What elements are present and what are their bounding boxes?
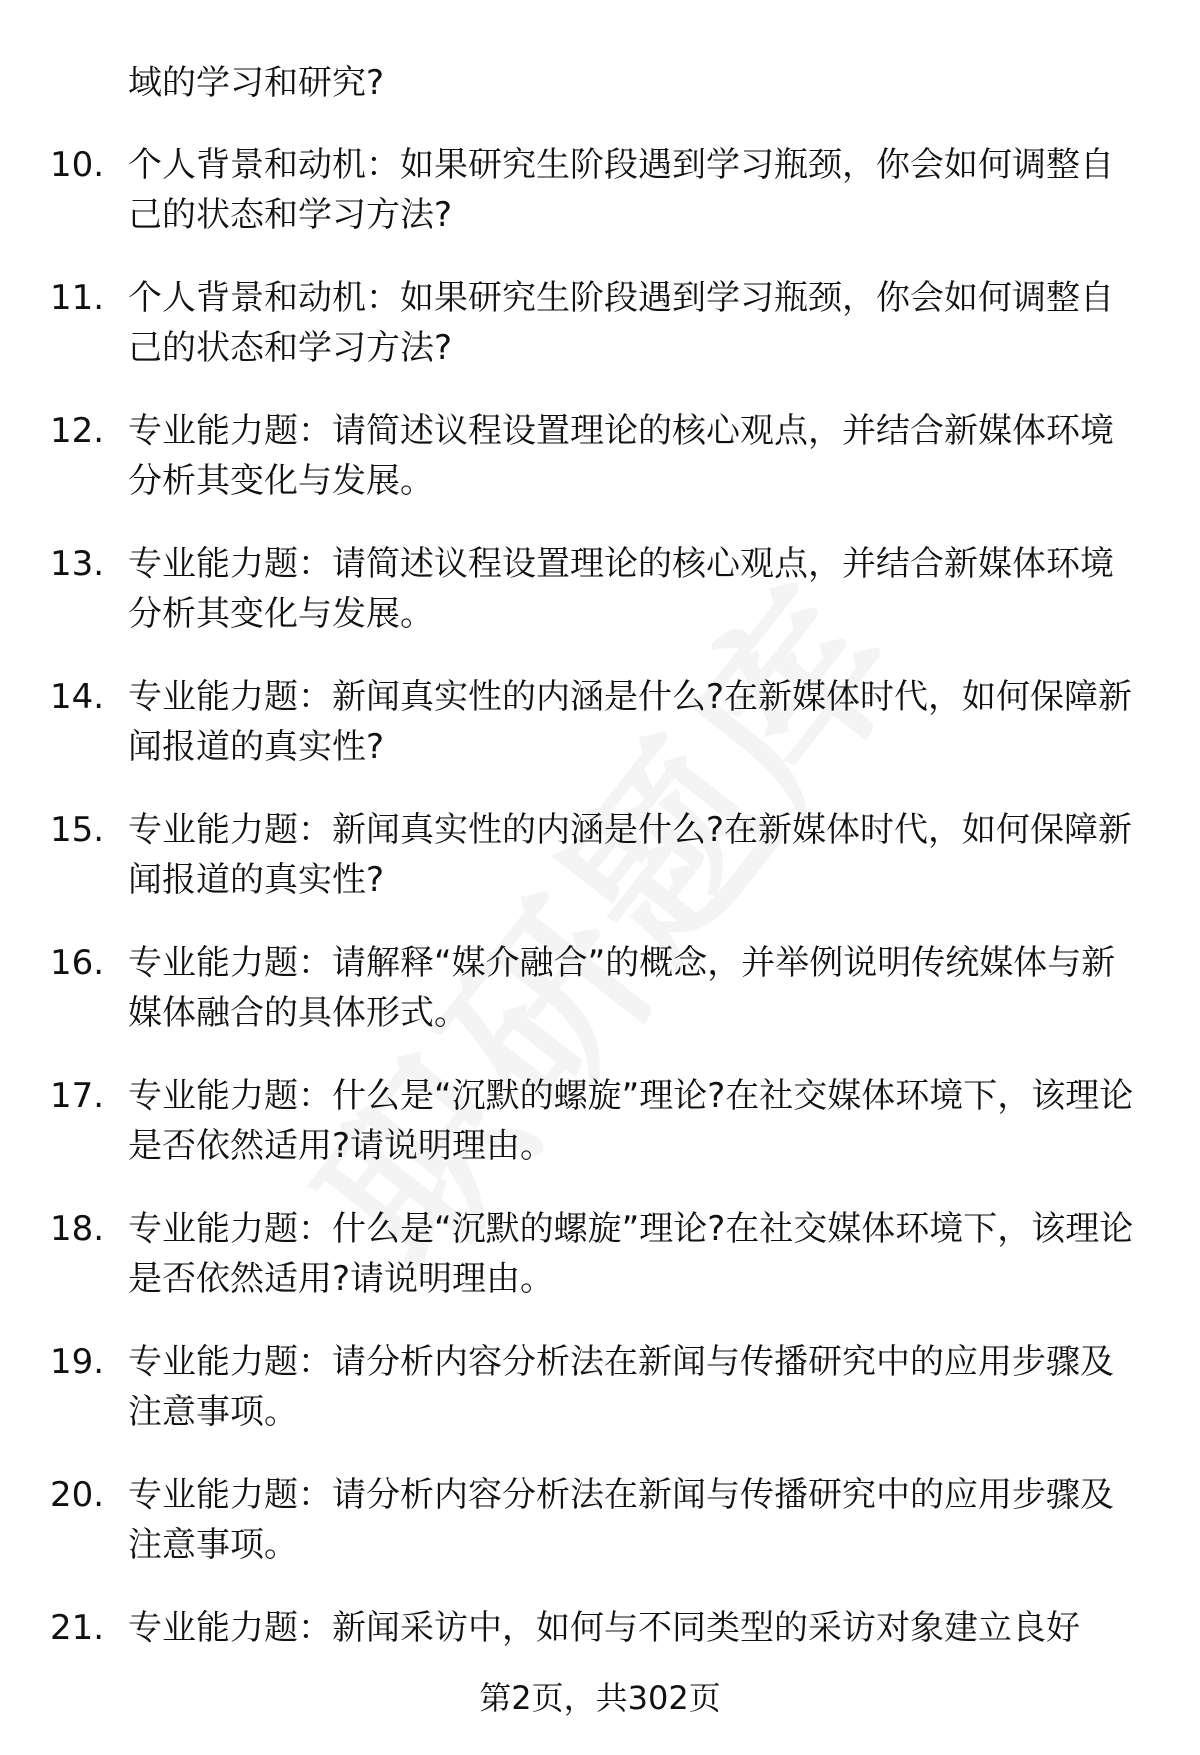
list-item xyxy=(0,938,1200,1071)
question-list xyxy=(0,140,1200,1736)
list-item xyxy=(0,805,1200,938)
question-text: 专业能力题：什么是“沉默的螺旋”理论?在社交媒体环境下，该理论是否依然适用?请说明理由。 xyxy=(128,1209,1134,1299)
question-number: 21. xyxy=(50,1608,105,1648)
list-item xyxy=(0,1470,1200,1603)
question-number: 17. xyxy=(50,1076,105,1116)
question-text: 专业能力题：请简述议程设置理论的核心观点，并结合新媒体环境分析其变化与发展。 xyxy=(128,411,1114,501)
list-item xyxy=(0,539,1200,672)
question-number: 12. xyxy=(50,411,105,451)
question-number: 15. xyxy=(50,810,105,850)
question-text: 专业能力题：请解释“媒介融合”的概念，并举例说明传统媒体与新媒体融合的具体形式。 xyxy=(128,943,1116,1033)
list-item xyxy=(0,1071,1200,1204)
list-item xyxy=(0,672,1200,805)
question-text: 专业能力题：新闻采访中，如何与不同类型的采访对象建立良好 xyxy=(128,1608,1080,1648)
question-text: 专业能力题：请分析内容分析法在新闻与传播研究中的应用步骤及注意事项。 xyxy=(128,1342,1114,1432)
question-text: 个人背景和动机：如果研究生阶段遇到学习瓶颈，你会如何调整自己的状态和学习方法? xyxy=(128,145,1114,235)
list-item xyxy=(0,1204,1200,1337)
question-number: 11. xyxy=(50,278,105,318)
question-text: 个人背景和动机：如果研究生阶段遇到学习瓶颈，你会如何调整自己的状态和学习方法? xyxy=(128,278,1114,368)
continued-question-text: 域的学习和研究? xyxy=(128,63,385,103)
list-item xyxy=(0,1337,1200,1470)
question-number: 10. xyxy=(50,145,105,185)
question-number: 18. xyxy=(50,1209,105,1249)
list-item xyxy=(0,406,1200,539)
question-text: 专业能力题：什么是“沉默的螺旋”理论?在社交媒体环境下，该理论是否依然适用?请说明理由。 xyxy=(128,1076,1134,1166)
list-item xyxy=(0,140,1200,273)
list-item xyxy=(0,273,1200,406)
question-number: 20. xyxy=(50,1475,105,1515)
question-number: 16. xyxy=(50,943,105,983)
page-footer: 第2页，共302页 xyxy=(479,1679,721,1717)
question-number: 19. xyxy=(50,1342,105,1382)
question-text: 专业能力题：新闻真实性的内涵是什么?在新媒体时代，如何保障新闻报道的真实性? xyxy=(128,677,1133,767)
question-text: 专业能力题：请分析内容分析法在新闻与传播研究中的应用步骤及注意事项。 xyxy=(128,1475,1114,1565)
question-number: 14. xyxy=(50,677,105,717)
question-text: 专业能力题：请简述议程设置理论的核心观点，并结合新媒体环境分析其变化与发展。 xyxy=(128,544,1114,634)
question-number: 13. xyxy=(50,544,105,584)
question-text: 专业能力题：新闻真实性的内涵是什么?在新媒体时代，如何保障新闻报道的真实性? xyxy=(128,810,1133,900)
